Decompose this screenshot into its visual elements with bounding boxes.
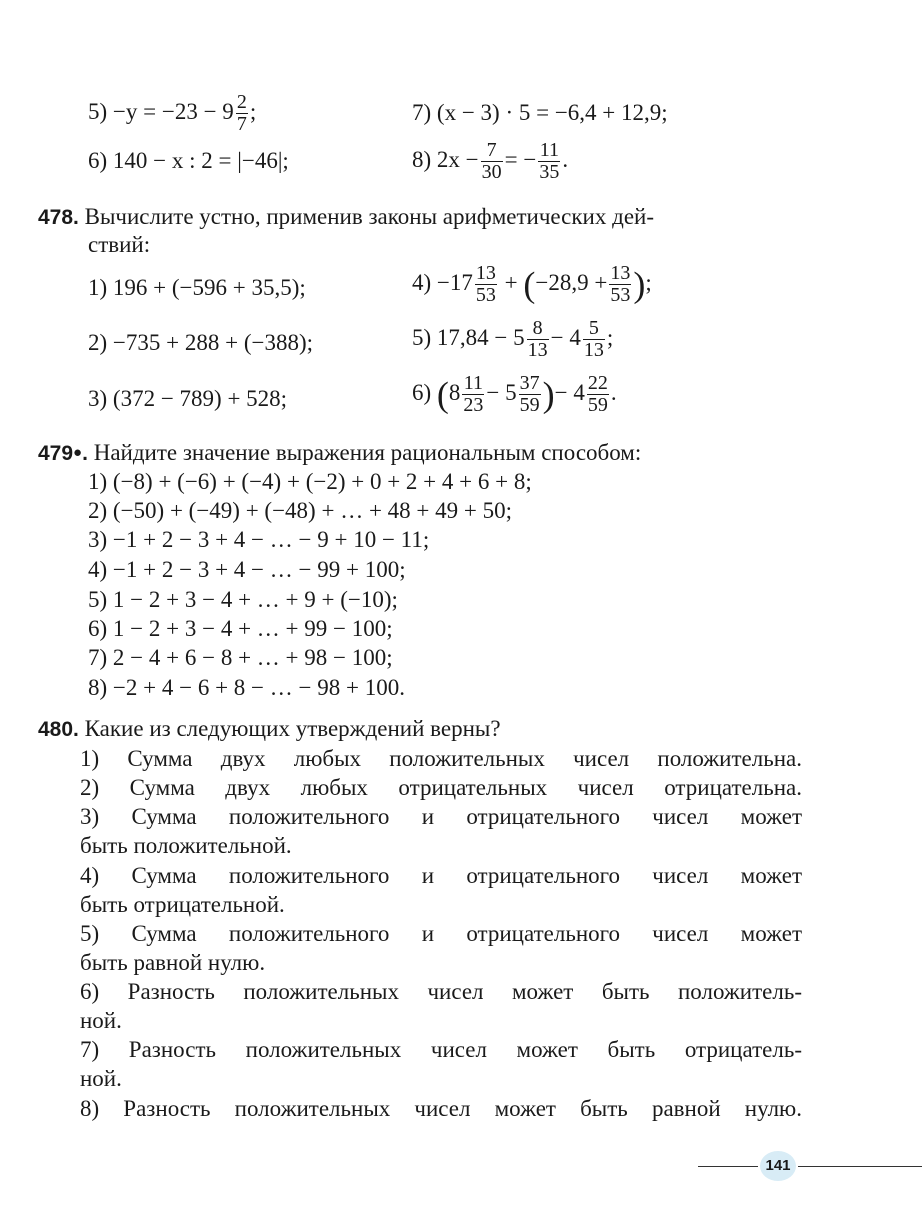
ex480-line-7: 5) Сумма положительного и отрицательного чисел может (80, 921, 802, 946)
ex479-item-1: 1) (−8) + (−6) + (−4) + (−2) + 0 + 2 + 4 + 6 + 8; (88, 469, 532, 494)
ex478-item-2: 2) −735 + 288 + (−388); (88, 330, 314, 355)
ex479-item-7: 7) 2 − 4 + 6 − 8 + … + 98 − 100; (88, 645, 393, 670)
ex478-item-4: 4) −17 $\frac{13}{53}$ + (−28,9 + $\frac{13}{53}$ ); (412, 262, 652, 306)
ex480-line-2: 2) Сумма двух любых отрицательных чисел отрицательна. (80, 775, 802, 800)
ex478-item-3: 3) (372 − 789) + 528; (88, 386, 288, 411)
ex480-line-1: 1) Сумма двух любых положительных чисел положительна. (80, 746, 802, 771)
ex479-item-5: 5) 1 − 2 + 3 − 4 + … + 9 + (−10); (88, 587, 398, 612)
ex478-item-5: 5) 17,84 − 5 $\frac{8}{13}$ − 4 $\frac{5}{13}$ ; (412, 317, 614, 361)
exercise-number: 478. (38, 206, 79, 229)
ex480-line-3: 3) Сумма положительного и отрицательного чисел может (80, 804, 802, 829)
fraction: $\frac{37}{59}$ (519, 372, 540, 416)
fraction: $\frac{5}{13}$ (583, 317, 604, 361)
ex477-item-6: 6) 140 − x : 2 = |−46|; (88, 148, 289, 173)
footer-rule-left (698, 1166, 758, 1167)
ex480-line-8: быть равной нулю. (80, 950, 266, 975)
ex479-item-8: 8) −2 + 4 − 6 + 8 − … − 98 + 100. (88, 675, 405, 700)
ex479-item-6: 6) 1 − 2 + 3 − 4 + … + 99 − 100; (88, 616, 393, 641)
fraction: $\frac{11}{35}$ (539, 139, 560, 183)
fraction: $\frac{8}{13}$ (527, 317, 548, 361)
ex480-line-10: ной. (80, 1008, 122, 1033)
fraction: $\frac{7}{30}$ (481, 139, 502, 183)
difficulty-marker: ● (73, 444, 83, 461)
fraction: $\frac{13}{53}$ (475, 262, 496, 306)
ex480-line-5: 4) Сумма положительного и отрицательного чисел может (80, 863, 802, 888)
ex480-title: 480. Какие из следующих утверждений верны? (38, 716, 501, 741)
ex479-item-4: 4) −1 + 2 − 3 + 4 − … − 99 + 100; (88, 557, 406, 582)
ex477-item-8: 8) 2x − $\frac{7}{30}$ = − $\frac{11}{35}$ . (412, 139, 569, 183)
exercise-number: 479●. (38, 442, 88, 465)
page-number: 141 (760, 1151, 796, 1181)
footer-rule-right (798, 1166, 922, 1167)
fraction: $\frac{13}{53}$ (610, 262, 631, 306)
ex478-item-1: 1) 196 + (−596 + 35,5); (88, 275, 306, 300)
ex477-item-7: 7) (x − 3) · 5 = −6,4 + 12,9; (412, 100, 668, 125)
ex477-item-5: 5) −y = −23 − 9 $\frac{2}{7}$ ; (88, 91, 257, 135)
ex480-line-12: ной. (80, 1066, 122, 1091)
ex480-line-13: 8) Разность положительных чисел может быть равной нулю. (80, 1096, 802, 1121)
ex480-line-11: 7) Разность положительных чисел может быть отрицатель- (80, 1037, 802, 1062)
ex479-title: 479●. Найдите значение выражения рациональным способом: (38, 440, 642, 465)
ex480-line-6: быть отрицательной. (80, 892, 285, 917)
ex480-line-9: 6) Разность положительных чисел может быть положитель- (80, 979, 802, 1004)
ex479-item-2: 2) (−50) + (−49) + (−48) + … + 48 + 49 + 50; (88, 498, 512, 523)
fraction: $\frac{11}{23}$ (463, 372, 484, 416)
exercise-number: 480. (38, 718, 79, 741)
ex478-title-cont: ствий: (88, 232, 151, 257)
fraction: $\frac{22}{59}$ (587, 372, 608, 416)
ex478-title: 478. Вычислите устно, применив законы арифметических дей- (38, 204, 654, 229)
ex480-line-4: быть положительной. (80, 833, 292, 858)
fraction: $\frac{2}{7}$ (236, 91, 247, 135)
ex479-item-3: 3) −1 + 2 − 3 + 4 − … − 9 + 10 − 11; (88, 527, 430, 552)
ex478-item-6: 6) (8 $\frac{11}{23}$ − 5 $\frac{37}{59}$ )− 4 $\frac{22}{59}$ . (412, 372, 617, 416)
